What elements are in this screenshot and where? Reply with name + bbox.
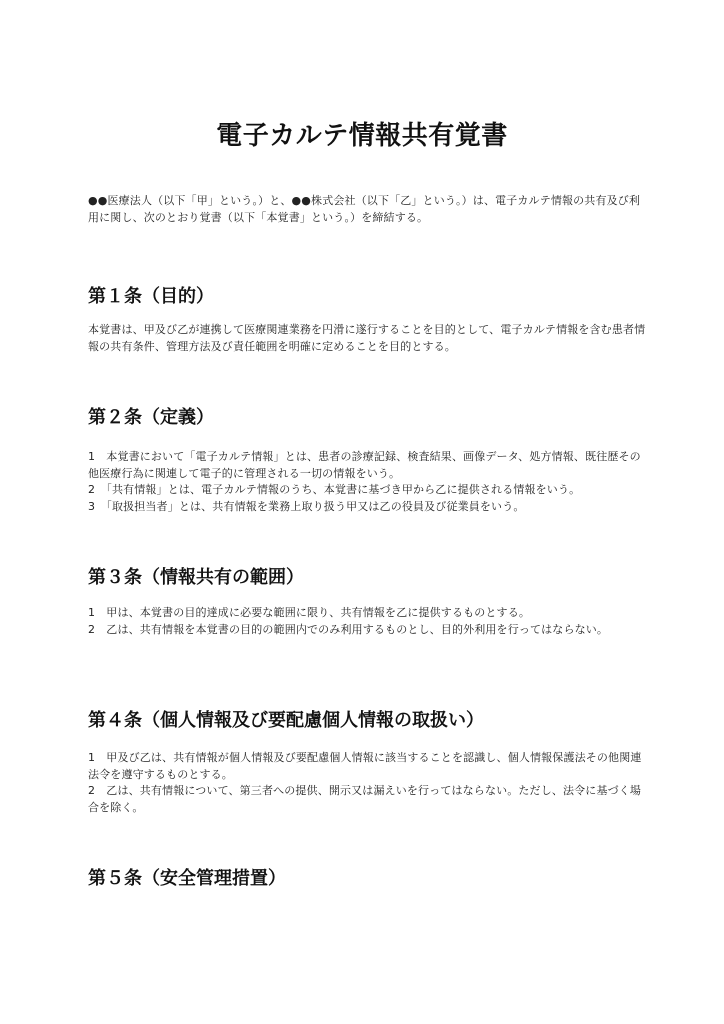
article-4-body bbox=[88, 750, 648, 816]
preamble bbox=[88, 193, 648, 226]
article-3-item-2: 2 乙は、共有情報を本覚書の目的の範囲内でのみ利用するものとし、目的外利用を行ってはならない。 bbox=[88, 622, 609, 636]
article-2-body bbox=[88, 449, 648, 515]
article-2-heading: 第２条（定義） bbox=[88, 407, 214, 428]
preamble-text: ●●医療法人（以下「甲」という。）と、●●株式会社（以下「乙」という。）は、電子カルテ情報の共有及び利用に関し、次のとおり覚書（以下「本覚書」という。）を締結する。 bbox=[88, 194, 641, 224]
article-1-item-1: 本覚書は、甲及び乙が連携して医療関連業務を円滑に遂行することを目的として、電子カルテ情報を含む患者情報の共有条件、管理方法及び責任範囲を明確に定めることを目的とする。 bbox=[88, 323, 646, 353]
article-3-heading: 第３条（情報共有の範囲） bbox=[88, 567, 304, 588]
article-2-item-2: 2 「共有情報」とは、電子カルテ情報のうち、本覚書に基づき甲から乙に提供される情報をいう。 bbox=[88, 483, 581, 496]
document-title: 電子カルテ情報共有覚書 bbox=[216, 121, 508, 151]
article-5-heading: 第５条（安全管理措置） bbox=[88, 868, 286, 889]
article-2-item-3: 3 「取扱担当者」とは、共有情報を業務上取り扱う甲又は乙の役員及び従業員をいう。 bbox=[88, 499, 525, 513]
article-4-item-1: 1 甲及び乙は、共有情報が個人情報及び要配慮個人情報に該当することを認識し、個人情報保護法その他関連法令を遵守するものとする。 bbox=[88, 751, 642, 781]
article-3-body bbox=[88, 605, 648, 638]
article-1-heading: 第１条（目的） bbox=[88, 286, 214, 307]
article-2-item-1: 1 本覚書において「電子カルテ情報」とは、患者の診療記録、検査結果、画像データ、処方情報、既往歴その他医療行為に関連して電子的に管理される一切の情報をいう。 bbox=[88, 450, 641, 480]
article-4-heading: 第４条（個人情報及び要配慮個人情報の取扱い） bbox=[88, 710, 484, 731]
article-3-item-1: 1 甲は、本覚書の目的達成に必要な範囲に限り、共有情報を乙に提供するものとする。 bbox=[88, 606, 530, 619]
article-4-item-2: 2 乙は、共有情報について、第三者への提供、開示又は漏えいを行ってはならない。ただし、法令に基づく場合を除く。 bbox=[88, 784, 642, 814]
article-1-body bbox=[88, 322, 648, 355]
